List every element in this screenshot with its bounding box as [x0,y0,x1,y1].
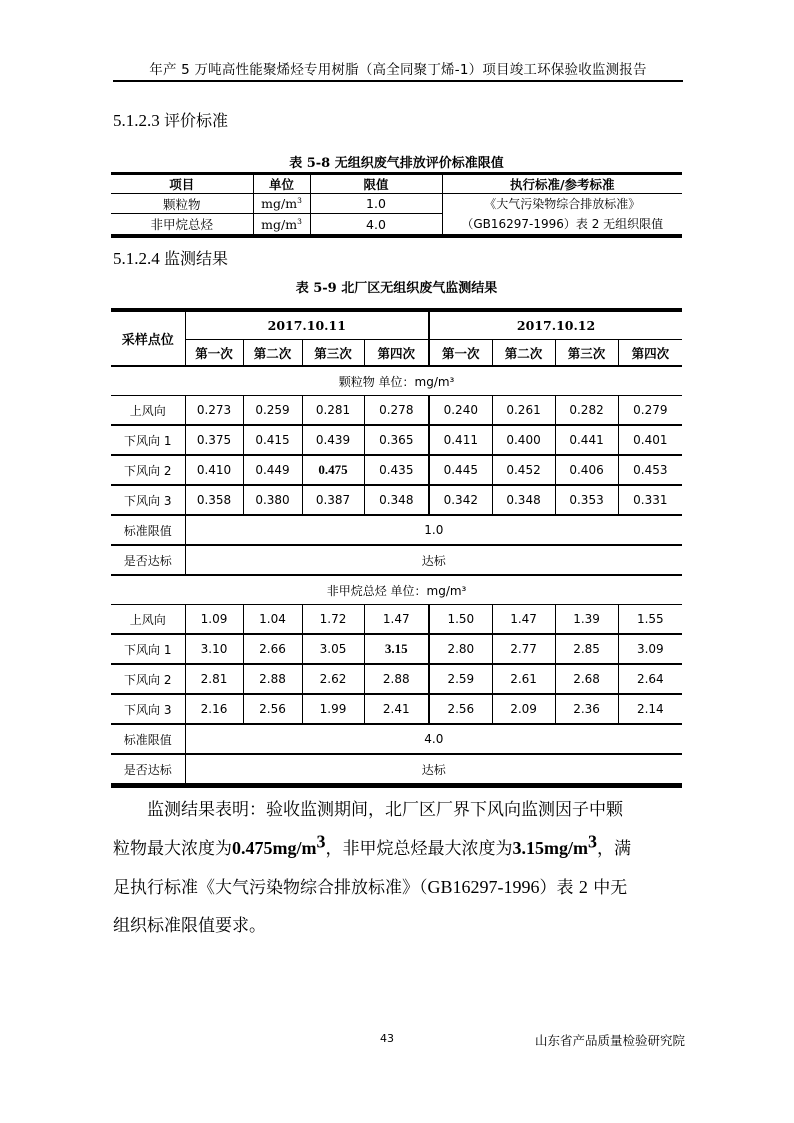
nmhc-max-value: 3.15mg/m [512,838,588,858]
value-cell: 2.41 [364,694,429,724]
item-cell: 颗粒物 [111,194,253,214]
standard-line-2: （GB16297-1996）表 2 无组织限值 [461,217,664,231]
value-cell: 0.281 [302,396,364,426]
value-cell: 0.380 [243,485,302,515]
conclusion-line-4: 组织标准限值要求。 [113,916,266,936]
section-number: 5.1.2.4 [113,249,160,268]
value-cell: 3.10 [185,634,243,664]
unit-row [111,366,682,396]
value-cell: 0.435 [364,455,429,485]
value-cell: 0.282 [555,396,618,426]
data-row [111,425,682,455]
value-cell: 0.445 [429,455,492,485]
site-cell: 下风向 2 [111,455,185,485]
limit-row [111,515,682,545]
value-cell: 0.261 [492,396,555,426]
limit-row-label: 标准限值 [111,724,185,754]
compliance-row-value: 达标 [185,754,682,786]
value-cell: 0.452 [492,455,555,485]
text-span: 粒物最大浓度为 [113,839,232,859]
unit-text: mg/m [261,196,298,212]
section-number: 5.1.2.3 [113,111,160,130]
page-number: 43 [380,1032,394,1045]
value-cell: 2.81 [185,664,243,694]
value-cell: 2.88 [364,664,429,694]
site-cell: 下风向 2 [111,664,185,694]
round-header: 第一次 [429,340,492,367]
value-cell: 0.365 [364,425,429,455]
table-5-9-caption: 表 5-9 北厂区无组织废气监测结果 [295,281,498,296]
conclusion-line-1: 监测结果表明：验收监测期间，北厂区厂界下风向监测因子中颗 [147,800,623,820]
column-header: 执行标准/参考标准 [442,174,682,194]
value-cell: 0.353 [555,485,618,515]
round-header: 第一次 [185,340,243,367]
value-cell: 2.66 [243,634,302,664]
compliance-row-label: 是否达标 [111,754,185,786]
value-cell: 0.406 [555,455,618,485]
round-header: 第二次 [243,340,302,367]
value-cell: 0.410 [185,455,243,485]
compliance-row [111,754,682,786]
value-cell: 0.387 [302,485,364,515]
value-cell: 2.62 [302,664,364,694]
value-cell: 0.342 [429,485,492,515]
unit-superscript: 3 [297,196,302,206]
value-cell: 0.375 [185,425,243,455]
conclusion-line-3 [113,868,685,907]
value-cell: 1.50 [429,605,492,635]
value-cell: 2.56 [429,694,492,724]
site-cell: 下风向 1 [111,425,185,455]
unit-superscript: 3 [297,216,302,226]
table-5-8-caption: 表 5-8 无组织废气排放评价标准限值 [289,156,504,171]
data-row [111,485,682,515]
value-cell: 0.348 [492,485,555,515]
value-cell: 0.400 [492,425,555,455]
value-cell: 0.401 [618,425,682,455]
data-row [111,634,682,664]
site-cell: 下风向 3 [111,485,185,515]
value-cell: 0.453 [618,455,682,485]
compliance-row-label: 是否达标 [111,545,185,575]
value-cell: 3.09 [618,634,682,664]
date-header: 2017.10.11 [185,310,429,340]
limit-cell: 1.0 [310,194,442,214]
limit-row-value: 4.0 [185,724,682,754]
round-header: 第二次 [492,340,555,367]
round-header: 第四次 [364,340,429,367]
site-cell: 上风向 [111,605,185,635]
value-cell: 2.80 [429,634,492,664]
particulate-max-value: 0.475mg/m [232,838,317,858]
value-cell: 3.05 [302,634,364,664]
table-5-9 [111,308,682,788]
data-row [111,605,682,635]
site-cell: 下风向 1 [111,634,185,664]
value-cell: 0.411 [429,425,492,455]
value-cell: 1.55 [618,605,682,635]
round-header: 第四次 [618,340,682,367]
value-cell: 2.68 [555,664,618,694]
column-header: 限值 [310,174,442,194]
section-title: 评价标准 [164,111,229,130]
item-cell: 非甲烷总烃 [150,217,213,233]
limit-row-label: 标准限值 [111,515,185,545]
column-header: 项目 [111,174,253,194]
limit-row [111,724,682,754]
sampling-site-header: 采样点位 [111,310,185,366]
value-cell: 2.09 [492,694,555,724]
unit-cell [253,194,310,214]
value-cell: 2.56 [243,694,302,724]
value-cell: 1.09 [185,605,243,635]
text-span: 中无 [587,878,628,898]
round-header: 第三次 [302,340,364,367]
value-cell: 3.15 [364,634,429,664]
text-span: ，满 [597,839,631,859]
unit-row [111,575,682,605]
round-header-row [111,340,682,367]
date-header-row [111,310,682,340]
unit-label: 非甲烷总烃 单位：mg/m³ [111,575,682,605]
value-cell: 2.61 [492,664,555,694]
value-cell: 2.85 [555,634,618,664]
limit-row-value: 1.0 [185,515,682,545]
data-row [111,455,682,485]
value-cell: 0.475 [302,455,364,485]
conclusion-line-2 [113,829,685,868]
round-header: 第三次 [555,340,618,367]
unit-cell [253,214,310,236]
data-row [111,694,682,724]
value-cell: 0.348 [364,485,429,515]
value-cell: 2.36 [555,694,618,724]
section-heading-5-1-2-3 [113,108,228,131]
section-title: 监测结果 [164,249,229,268]
value-cell: 1.47 [492,605,555,635]
value-cell: 0.415 [243,425,302,455]
footer-organization: 山东省产品质量检验研究院 [534,1033,685,1048]
value-cell: 2.88 [243,664,302,694]
standard-code: GB16297-1996 [427,877,540,897]
column-header: 单位 [253,174,310,194]
table-5-8 [111,172,682,238]
unit-label: 颗粒物 单位：mg/m³ [111,366,682,396]
value-cell: 0.439 [302,425,364,455]
text-span: ）表 [539,878,579,898]
value-cell: 1.04 [243,605,302,635]
value-cell: 0.240 [429,396,492,426]
value-cell: 0.449 [243,455,302,485]
value-cell: 0.279 [618,396,682,426]
value-cell: 2.77 [492,634,555,664]
data-row [111,396,682,426]
site-cell: 上风向 [111,396,185,426]
value-cell: 0.441 [555,425,618,455]
value-cell: 1.99 [302,694,364,724]
value-cell: 2.64 [618,664,682,694]
value-cell: 2.16 [185,694,243,724]
standard-line-1: 《大气污染物综合排放标准》 [484,197,641,211]
compliance-row [111,545,682,575]
value-cell: 0.273 [185,396,243,426]
compliance-row-value: 达标 [185,545,682,575]
value-cell: 1.47 [364,605,429,635]
superscript: 3 [588,831,597,852]
text-span: ，非甲烷总烃最大浓度为 [325,839,513,859]
date-header: 2017.10.12 [429,310,682,340]
report-header-title: 年产 5 万吨高性能聚烯烃专用树脂（高全同聚丁烯-1）项目竣工环保验收监测报告 [149,62,647,78]
superscript: 3 [316,831,326,852]
site-cell: 下风向 3 [111,694,185,724]
section-heading-5-1-2-4 [113,246,228,269]
standard-cell [442,194,682,237]
conclusion-paragraph [113,791,685,945]
value-cell: 2.59 [429,664,492,694]
value-cell: 1.72 [302,605,364,635]
data-row [111,664,682,694]
table-header-row [111,174,682,194]
unit-text: mg/m [261,216,298,232]
value-cell: 0.331 [618,485,682,515]
table-row [111,194,682,214]
header-divider [113,80,683,82]
text-span: 足执行标准《大气污染物综合排放标准》（ [113,878,428,898]
value-cell: 0.259 [243,396,302,426]
value-cell: 0.278 [364,396,429,426]
table-number: 2 [578,877,588,897]
value-cell: 0.358 [185,485,243,515]
value-cell: 1.39 [555,605,618,635]
limit-cell: 4.0 [310,214,442,236]
value-cell: 2.14 [618,694,682,724]
